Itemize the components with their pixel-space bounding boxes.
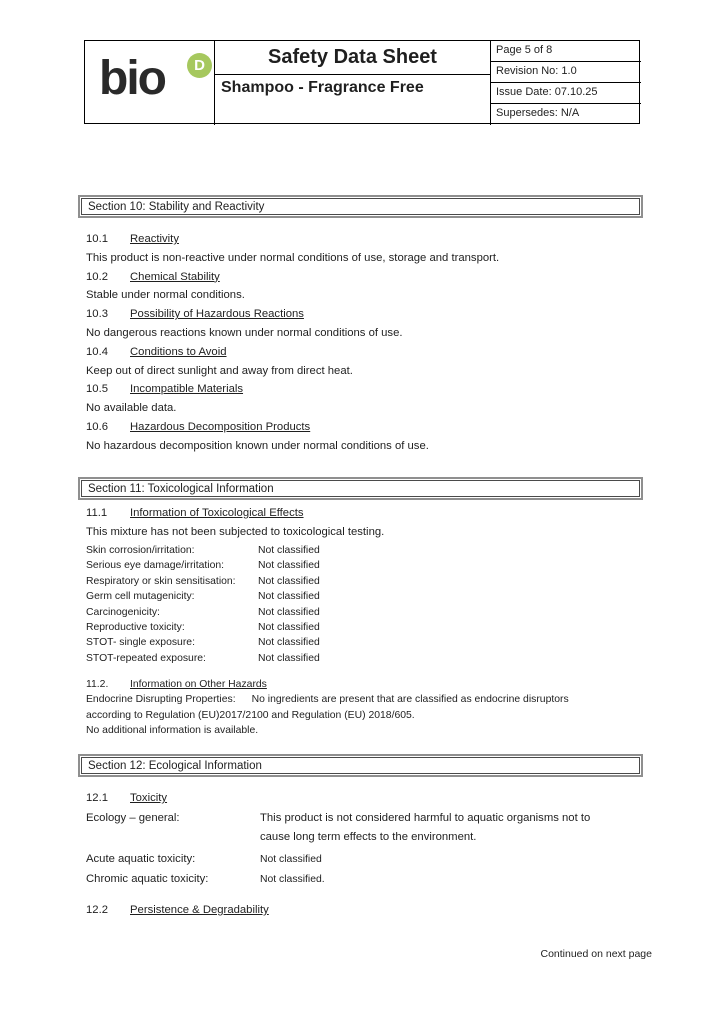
- ecology-label: Ecology – general:: [86, 812, 180, 824]
- logo-text: bio: [99, 52, 165, 105]
- subsection-title: Toxicity: [130, 792, 168, 804]
- subsection-number: 12.1: [86, 792, 108, 804]
- subsection-title: Persistence & Degradability: [130, 904, 269, 916]
- endocrine-text: No ingredients are present that are classified as endocrine disruptors: [251, 694, 569, 706]
- subsection-heading: [86, 418, 652, 437]
- subsection-number: 10.5: [86, 383, 108, 396]
- subsection-number: 10.4: [86, 345, 108, 358]
- subsection-title: Reactivity: [130, 233, 179, 245]
- classification-row: [86, 635, 652, 650]
- section-10-content: [86, 230, 652, 456]
- classification-value: Not classified: [258, 591, 320, 603]
- subsection-title: Incompatible Materials: [130, 383, 244, 396]
- subsection-number: 12.2: [86, 904, 108, 916]
- ecology-value-line: cause long term effects to the environment.: [260, 830, 477, 843]
- ecology-rows: [86, 809, 652, 889]
- subsection-heading: [86, 504, 652, 523]
- regulation-line: according to Regulation (EU)2017/2100 and Regulation (EU) 2018/605.: [86, 709, 415, 721]
- classification-row: [86, 574, 652, 589]
- endocrine-label: Endocrine Disrupting Properties:: [86, 694, 236, 706]
- subsection-title: Chemical Stability: [130, 270, 220, 283]
- section-11-header: Section 11: Toxicological Information: [78, 477, 643, 500]
- ecology-value-line: This product is not considered harmful to aquatic organisms not to: [260, 812, 591, 824]
- subsection-heading: [86, 380, 652, 399]
- subsection-heading: [86, 677, 652, 692]
- subsection-number: 10.6: [86, 420, 108, 433]
- ecology-general-row: [86, 809, 652, 846]
- classification-label: Germ cell mutagenicity:: [86, 591, 195, 603]
- persistence-heading-block: [86, 901, 652, 920]
- subsection-number: 10.3: [86, 308, 108, 321]
- no-additional-info-line: No additional information is available.: [86, 725, 259, 737]
- header-table: [84, 40, 640, 124]
- classification-row: [86, 558, 652, 573]
- classification-label: Serious eye damage/irritation:: [86, 560, 225, 572]
- endocrine-line: [86, 692, 652, 707]
- acute-toxicity-label: Acute aquatic toxicity:: [86, 853, 196, 866]
- other-hazards-block: [86, 677, 652, 739]
- subsection-body: This product is non-reactive under normal conditions of use, storage and transport.: [86, 251, 500, 264]
- revision-number: Revision No: 1.0: [491, 62, 641, 83]
- classification-value: Not classified: [258, 606, 320, 618]
- subsection-number: 11.2.: [86, 679, 109, 690]
- subsection-heading: [86, 268, 652, 287]
- subsection-title: Hazardous Decomposition Products: [130, 420, 311, 433]
- logo-badge-icon: D: [187, 53, 212, 78]
- supersedes: Supersedes: N/A: [496, 107, 580, 119]
- classification-label: Reproductive toxicity:: [86, 622, 185, 634]
- section-11-intro: [86, 504, 652, 542]
- classification-value: Not classified: [258, 545, 320, 556]
- subsection-title: Information on Other Hazards: [130, 679, 267, 690]
- continued-note: Continued on next page: [540, 948, 652, 960]
- classification-row: [86, 620, 652, 635]
- classification-value: Not classified: [258, 637, 320, 649]
- product-name: Shampoo - Fragrance Free: [221, 79, 424, 96]
- subsection-heading: [86, 305, 652, 324]
- subsection-heading: [86, 230, 652, 249]
- toxicology-classification-list: [86, 543, 652, 666]
- document-title: Safety Data Sheet: [215, 41, 490, 75]
- issue-date: Issue Date: 07.10.25: [491, 83, 641, 104]
- logo-cell: [85, 41, 215, 125]
- classification-label: STOT-repeated exposure:: [86, 652, 206, 664]
- classification-row: [86, 651, 652, 666]
- classification-row: [86, 543, 652, 558]
- subsection-body: This mixture has not been subjected to toxicological testing.: [86, 525, 385, 538]
- classification-label: Respiratory or skin sensitisation:: [86, 575, 236, 587]
- classification-row: [86, 605, 652, 620]
- subsection-heading: [86, 343, 652, 362]
- subsection-title: Information of Toxicological Effects: [130, 507, 304, 519]
- classification-label: Skin corrosion/irritation:: [86, 545, 195, 556]
- acute-toxicity-row: [86, 850, 652, 870]
- header-middle-cell: [215, 41, 491, 125]
- subsection-body: No dangerous reactions known under normal conditions of use.: [86, 326, 403, 339]
- classification-value: Not classified: [258, 652, 320, 664]
- classification-value: Not classified: [258, 560, 320, 572]
- chronic-toxicity-label: Chromic aquatic toxicity:: [86, 872, 209, 885]
- subsection-heading: [86, 789, 652, 808]
- subsection-title: Conditions to Avoid: [130, 345, 227, 358]
- subsection-number: 11.1: [86, 507, 108, 519]
- subsection-body: Keep out of direct sunlight and away from direct heat.: [86, 364, 353, 377]
- classification-row: [86, 589, 652, 604]
- chronic-toxicity-row: [86, 870, 652, 890]
- classification-value: Not classified: [258, 622, 320, 634]
- subsection-title: Possibility of Hazardous Reactions: [130, 308, 304, 321]
- section-10-header: Section 10: Stability and Reactivity: [78, 195, 643, 218]
- subsection-body: No available data.: [86, 402, 177, 415]
- page-number: Page 5 of 8: [491, 41, 641, 62]
- classification-label: STOT- single exposure:: [86, 637, 195, 649]
- subsection-number: 10.2: [86, 270, 108, 283]
- chronic-toxicity-value: Not classified.: [260, 873, 325, 885]
- subsection-body: Stable under normal conditions.: [86, 289, 245, 302]
- biod-logo: [99, 49, 205, 109]
- classification-value: Not classified: [258, 575, 320, 587]
- header-info-cell: [491, 41, 641, 125]
- ecology-value: [260, 809, 646, 846]
- subsection-number: 10.1: [86, 233, 108, 245]
- acute-toxicity-value: Not classified: [260, 854, 322, 866]
- subsection-heading: [86, 901, 652, 920]
- subsection-body: No hazardous decomposition known under normal conditions of use.: [86, 439, 429, 452]
- classification-label: Carcinogenicity:: [86, 606, 160, 618]
- section-12-header: Section 12: Ecological Information: [78, 754, 643, 777]
- toxicity-heading-block: [86, 789, 652, 808]
